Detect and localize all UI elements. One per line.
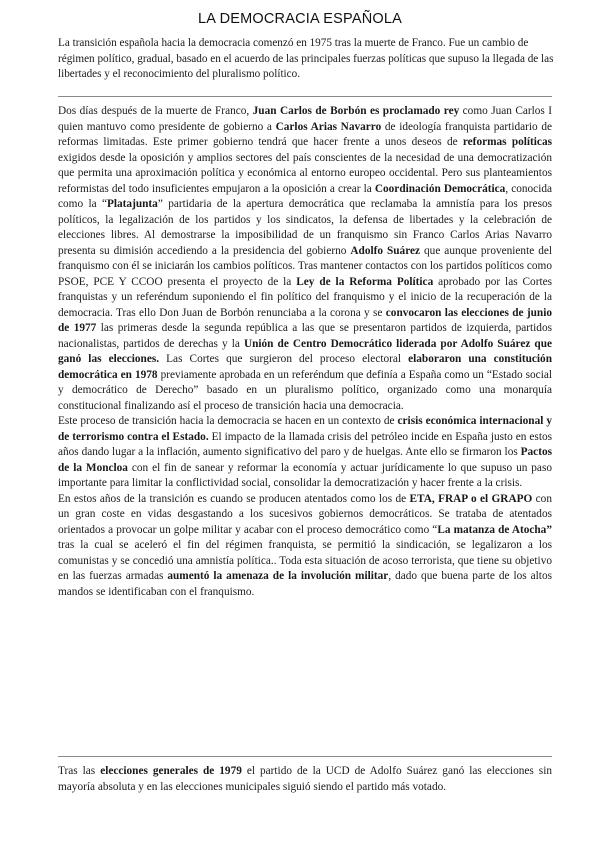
text-run: de ideología franquista partidario de reformas limitadas. Este primer gobierno tendrá que hacer frente a unos deseos de (58, 120, 552, 148)
bold-run: convocaron las elecciones de junio de 1977 (58, 306, 553, 334)
paragraph-terrorism (58, 492, 552, 601)
bold-run: Adolfo Suárez (350, 244, 421, 257)
text-run: exigidos desde la oposición y amplios sectores del país conscientes de la necesidad de una democratización que permita una aproximación política y económica al entorno europeo occidental. Pero sus planteamientos reformistas del todo insuficientes empujaron a la oposición a crear la (58, 151, 552, 195)
text-run: El impacto de la llamada crisis del petróleo incide en España justo en estos años dando lugar a la inflación, aumento significativo del paro y de huelgas. Ante ello se firmaron los (58, 430, 552, 458)
bold-run: Ley de la Reforma Política (296, 275, 434, 288)
text-run: Dos días después de la muerte de Franco, (58, 105, 253, 117)
bold-run: La matanza de Atocha” (437, 523, 552, 536)
page-title: LA DEMOCRACIA ESPAÑOLA (198, 11, 402, 27)
intro-paragraph: La transición española hacia la democracia comenzó en 1975 tras la muerte de Franco. Fue un cambio de régimen político, gradual, basado en el acuerdo de las principales fuerzas políticas que supuso la llegada de las libertades y el reconocimiento del pluralismo político. (58, 37, 554, 81)
bold-run: reformas políticas (462, 136, 552, 148)
text-run: previamente aprobada en un referéndum que definía a España como un “Estado social y democrático de Derecho” basado en un pluralismo político, organizado como una monarquía constitucional finalizando así el proceso de transición hacia una democracia. (58, 368, 552, 412)
bold-run: Platajunta (106, 198, 158, 210)
bold-run: Carlos Arias Navarro (275, 120, 382, 133)
text-run: Las Cortes que surgieron del proceso electoral (159, 353, 409, 365)
bold-run: Pactos de la Moncloa (58, 446, 552, 474)
bold-run: Unión de Centro Democrático liderada por Adolfo Suárez que ganó las elecciones. (58, 337, 552, 365)
text-run: Este proceso de transición hacia la democracia se hacen en un contexto de (58, 415, 398, 427)
bold-run: elecciones generales de 1979 (100, 765, 242, 777)
bold-run: elaboraron una constitución democrática en 1978 (58, 353, 552, 381)
text-run: tras la cual se aceleró el fin del régimen franquista, se permitió la sindicación, se legalizaron a los comunistas y se concedió una amnistía política.. Toda esta situación de acoso terrorista, que tiene su objetivo en las fuerzas armadas (58, 539, 552, 582)
text-run: con un gran coste en vidas desgastando a los sucesivos gobiernos democráticos. Se trataba de atentados orientados a provocar un golpe militar y acabar con el proceso democrático como “ (58, 492, 552, 536)
text-run: aprobado por las Cortes franquistas y un referéndum suponiendo el fin político del franquismo y el inicio de la recuperación de la democracia. Tras ello Don Juan de Borbón renunciaba a la corona y se (58, 275, 553, 319)
main-body (58, 104, 552, 600)
paragraph-crisis (58, 414, 552, 492)
bold-run: aumentó la amenaza de la involución militar (167, 570, 389, 582)
paragraph-elections-1979 (58, 764, 552, 795)
text-run: , dado que buena parte de los altos mandos se identificaban con el franquismo. (58, 570, 552, 598)
top-divider (58, 96, 552, 97)
text-run: las primeras desde la segunda república a las que se presentaron partidos de izquierda, partidos nacionalistas, partidos de derechas y la (58, 322, 553, 350)
text-run: el partido de la UCD de Adolfo Suárez ganó las elecciones sin mayoría absoluta y en las elecciones municipales siguió siendo el partido más votado. (58, 765, 552, 793)
bold-run: Juan Carlos de Borbón es proclamado rey (252, 105, 460, 117)
bottom-divider (58, 756, 552, 757)
text-run: , conocida como la “ (58, 182, 552, 210)
bold-run: crisis económica internacional y de terrorismo contra el Estado. (58, 415, 552, 443)
bold-run: Coordinación Democrática (374, 182, 506, 195)
text-run: que aunque proveniente del franquismo con él se iniciarán los cambios políticos. Tras mantener contactos con los partidos políticos como PSOE, PCE Y CCOO presenta el proyecto de la (58, 244, 553, 288)
text-run: Tras las (58, 765, 101, 777)
text-run: como Juan Carlos I quien mantuvo como presidente de gobierno a (58, 105, 553, 133)
text-run: con el fin de sanear y reformar la economía y actuar jurídicamente lo que supuso un paso importante para limitar la conflictividad social, consolidar la democratización y hacer frente a la crisis. (58, 461, 552, 489)
text-run: ” partidaria de la apertura democrática que reclamaba la amnistía para los presos políticos, la legalización de los partidos y los sindicatos, la defensa de libertades y la celebración de elecciones libres. Al demostrarse la imposibilidad de un franquismo sin Franco Carlos Arias Navarro presenta su dimisión accediendo a la presidencia del gobierno (58, 198, 553, 257)
bold-run: ETA, FRAP o el GRAPO (409, 492, 533, 505)
paragraph-transition (58, 104, 552, 414)
text-run: En estos años de la transición es cuando se producen atentados como los de (58, 492, 410, 505)
